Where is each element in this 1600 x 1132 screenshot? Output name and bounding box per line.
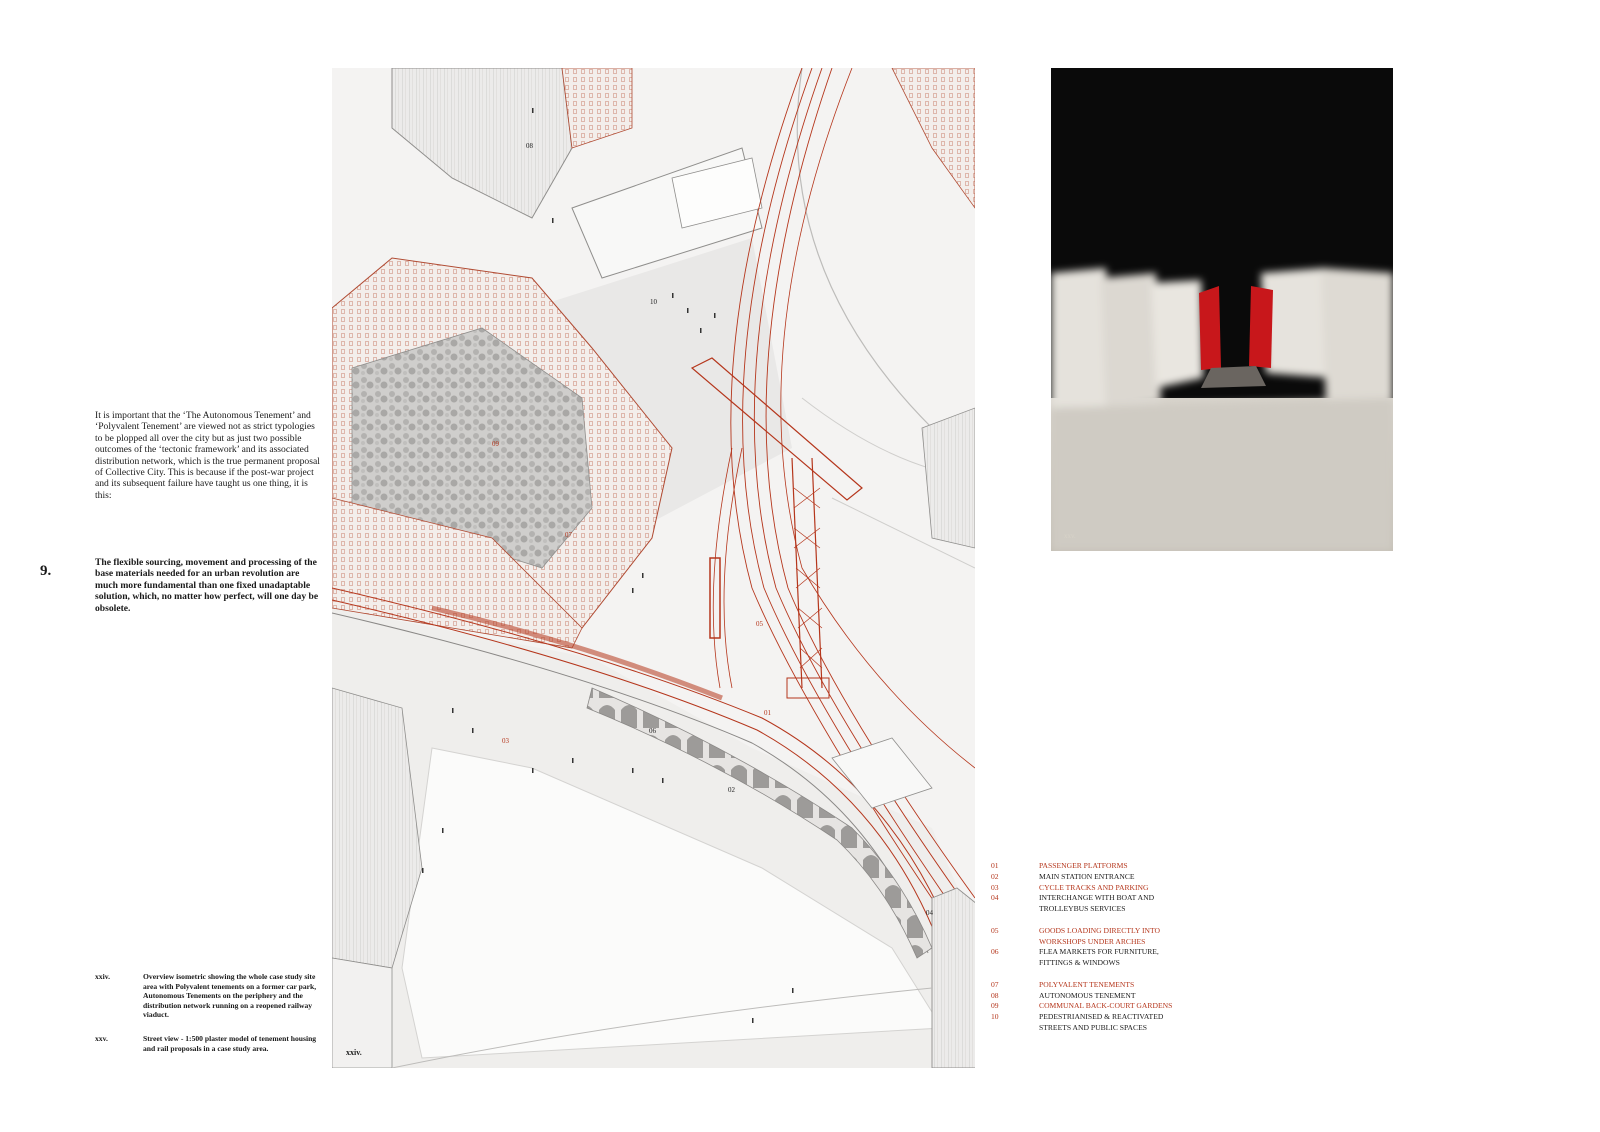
legend-number: 10 xyxy=(991,1012,999,1022)
model-photo-svg xyxy=(1051,68,1393,551)
legend-number: 06 xyxy=(991,947,999,957)
legend-item xyxy=(991,1001,1251,1012)
legend-text: FITTINGS & WINDOWS xyxy=(1039,958,1120,968)
legend-item xyxy=(991,1023,1251,1034)
caption-number: xxiv. xyxy=(95,972,110,981)
drawing-label-04: 04 xyxy=(926,909,933,917)
legend-item xyxy=(991,904,1251,915)
legend-item xyxy=(991,947,1251,958)
legend-number: 07 xyxy=(991,979,999,989)
legend-number: 02 xyxy=(991,871,999,881)
legend-text: INTERCHANGE WITH BOAT AND xyxy=(1039,893,1155,903)
legend-item xyxy=(991,872,1251,883)
legend-item xyxy=(991,926,1251,937)
legend-item xyxy=(991,991,1251,1002)
legend-number: 08 xyxy=(991,990,999,1000)
legend-item xyxy=(991,883,1251,894)
legend-text: CYCLE TRACKS AND PARKING xyxy=(1039,882,1149,892)
drawing-label-10: 10 xyxy=(650,298,657,306)
legend xyxy=(991,861,1251,1034)
legend-item xyxy=(991,980,1251,991)
legend-text: PASSENGER PLATFORMS xyxy=(1039,861,1128,870)
caption-number: xxv. xyxy=(95,1034,108,1043)
legend-text: PEDESTRIANISED & REACTIVATED xyxy=(1039,1012,1164,1022)
drawing-label-06: 06 xyxy=(649,727,656,735)
legend-item xyxy=(991,1012,1251,1023)
drawing-label-02: 02 xyxy=(728,786,735,794)
legend-item xyxy=(991,861,1251,872)
legend-number: 04 xyxy=(991,893,999,903)
model-photo xyxy=(1051,68,1393,551)
drawing-label-03: 03 xyxy=(502,737,509,745)
legend-item xyxy=(991,958,1251,969)
legend-text: TROLLEYBUS SERVICES xyxy=(1039,904,1126,914)
caption-text: Street view - 1:500 plaster model of tenement housing and rail proposals in a case study area. xyxy=(143,1034,317,1053)
legend-item xyxy=(991,893,1251,904)
legend-number: 01 xyxy=(991,861,999,870)
caption-text: Overview isometric showing the whole case study site area with Polyvalent tenements on a former car park, Autonomous Tenements on the periphery and the distribution network running on a reopened railway viaduct. xyxy=(143,972,317,1020)
drawing-label-09: 09 xyxy=(492,440,499,448)
legend-text: AUTONOMOUS TENEMENT xyxy=(1039,990,1136,1000)
drawing-label-08: 08 xyxy=(526,142,533,150)
drawing-label-01: 01 xyxy=(764,709,771,717)
legend-text: MAIN STATION ENTRANCE xyxy=(1039,871,1135,881)
isometric-drawing-svg xyxy=(332,68,975,1068)
intro-paragraph: It is important that the ‘The Autonomous Tenement’ and ‘Polyvalent Tenement’ are viewed not as strict typologies to be plopped all over the city but as just two possible outcomes of the ‘tectonic framework’ and its associated distribution network, which is the true permanent proposal of Collective City. This is because if the post-war project and its subsequent failure have taught us one thing, it is this: xyxy=(95,410,320,501)
legend-item xyxy=(991,937,1251,948)
section-number: 9. xyxy=(40,563,52,579)
legend-number: 05 xyxy=(991,925,999,935)
legend-text: GOODS LOADING DIRECTLY INTO xyxy=(1039,925,1160,935)
legend-text: POLYVALENT TENEMENTS xyxy=(1039,979,1135,989)
legend-text: STREETS AND PUBLIC SPACES xyxy=(1039,1022,1147,1032)
drawing-label-05: 05 xyxy=(756,620,763,628)
legend-text: WORKSHOPS UNDER ARCHES xyxy=(1039,936,1146,946)
key-statement: The flexible sourcing, movement and processing of the base materials needed for an urban revolution are much more fundamental than one fixed unadaptable solution, which, no matter how perfect, will one day be obsolete. xyxy=(95,557,319,614)
drawing-label-07: 07 xyxy=(565,531,572,539)
legend-text: FLEA MARKETS FOR FURNITURE, xyxy=(1039,947,1159,957)
legend-text: COMMUNAL BACK-COURT GARDENS xyxy=(1039,1001,1173,1011)
drawing-caption: xxiv. xyxy=(346,1048,362,1057)
legend-number: 09 xyxy=(991,1001,999,1011)
legend-number: 03 xyxy=(991,882,999,892)
isometric-drawing xyxy=(332,68,975,1068)
photo-caption: xxv. xyxy=(1064,532,1076,540)
